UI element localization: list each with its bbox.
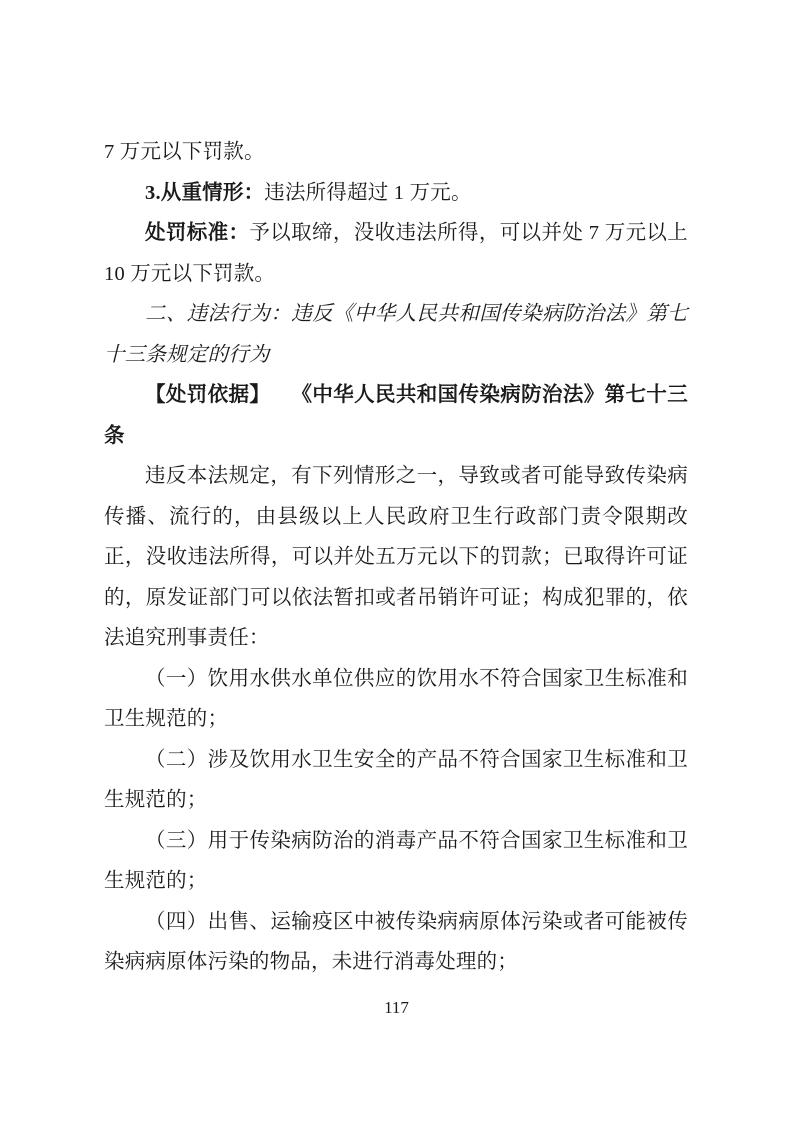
text-run: 3.从重情形： xyxy=(145,181,265,204)
text-run: 违反本法规定，有下列情形之一，导致或者可能导致传染病传播、流行的，由县级以上人民政府卫生行政部门责令限期改正，没收违法所得，可以并处五万元以下的罚款；已取得许可证的，原发证部门可以依法暂扣或者吊销许可证；构成犯罪的，依法追究刑事责任： xyxy=(104,465,688,649)
text-run: 处罚标准： xyxy=(145,222,250,244)
para-penalty-basis xyxy=(104,375,688,456)
text-run: 二、违法行为：违反《中华人民共和国传染病防治法》第七十三条规定的行为 xyxy=(104,303,688,366)
para-item-2 xyxy=(104,740,688,821)
text-run: （四）出售、运输疫区中被传染病病原体污染或者可能被传染病病原体污染的物品，未进行消毒处理的； xyxy=(104,910,688,973)
para-item-4 xyxy=(104,902,688,983)
text-run: 7 万元以下罚款。 xyxy=(104,141,265,163)
page-number: 117 xyxy=(384,998,409,1017)
para-illegal-act-heading xyxy=(104,294,688,375)
para-penalty-standard xyxy=(104,213,688,294)
text-run: （一）饮用水供水单位供应的饮用水不符合国家卫生标准和卫生规范的； xyxy=(104,667,688,730)
para-article-73-body xyxy=(104,456,688,659)
text-run: 【处罚依据】 《中华人民共和国传染病防治法》第七十三条 xyxy=(104,384,688,447)
text-run: 予以取缔，没收违法所得，可以并处 7 万元以上 10 万元以下罚款。 xyxy=(104,222,689,285)
para-item-3 xyxy=(104,821,688,902)
text-run: （二）涉及饮用水卫生安全的产品不符合国家卫生标准和卫生规范的； xyxy=(104,748,688,811)
para-item-1 xyxy=(104,659,688,740)
para-fine-tail xyxy=(104,132,688,173)
document-body xyxy=(104,132,688,983)
text-run: 违法所得超过 1 万元。 xyxy=(264,181,472,204)
text-run: （三）用于传染病防治的消毒产品不符合国家卫生标准和卫生规范的； xyxy=(104,829,688,892)
para-aggravating-circumstance xyxy=(104,173,688,214)
